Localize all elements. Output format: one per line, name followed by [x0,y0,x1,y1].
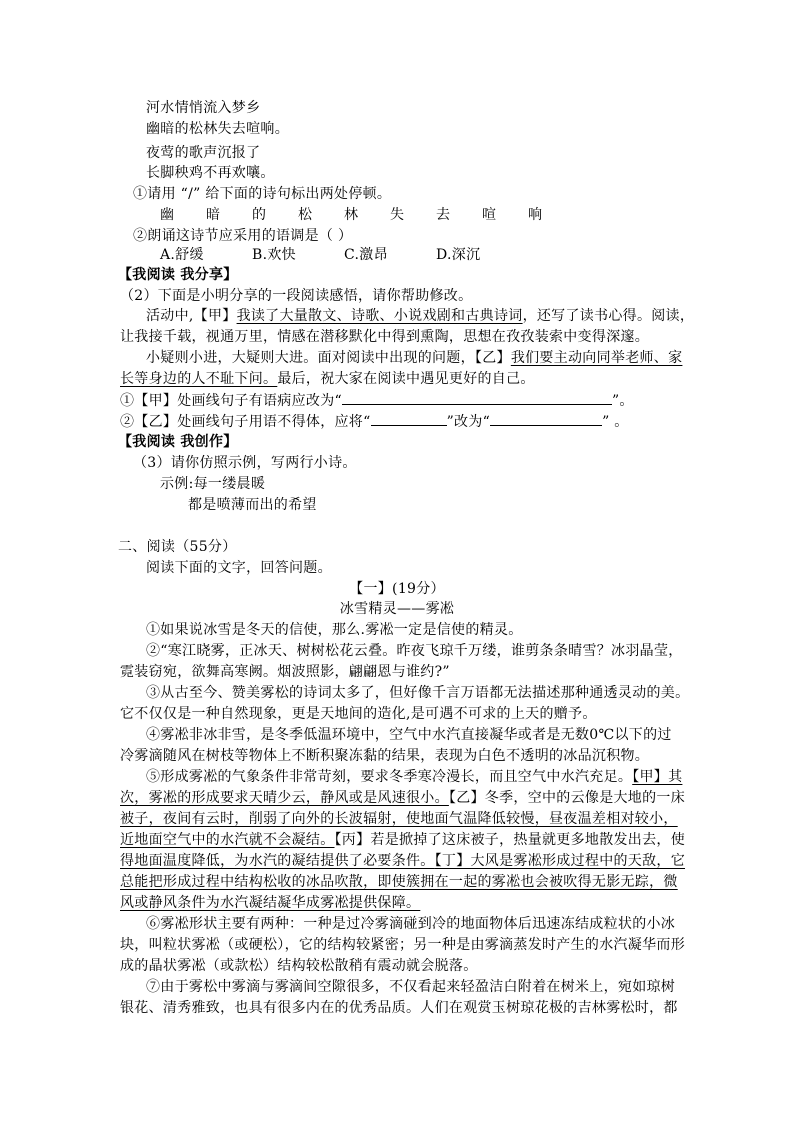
q2-para2-line1 [146,348,682,368]
article-para-6-line3: 成的晶状雾凇（或款松）结构较松散稍有震动就会脱落。 [120,958,478,974]
q3-prompt: （3）请你仿照示例，写两行小诗。 [133,455,357,471]
article-para-4-line2: 冷雾滴随风在树枝等物体上不断积聚冻黏的结果，表现为白色不透明的冰品沉积物。 [120,748,650,764]
verse-to-mark [160,205,574,225]
article-para-5-line6: 总能把形成过程中结构松收的冰品吹散，即使簇拥在一起的雾凇也会被吹得无影无踪，微 [120,874,678,890]
article-para-5-line5 [120,851,685,871]
option-d: D.深沉 [436,247,481,263]
poem-line-3: 夜莺的歌声沉报了 [146,145,261,161]
verse-char: 幽 [160,207,175,223]
section-title: 【一】(19分） [349,581,445,597]
article-para-7-line2: 银花、清秀雅致，也具有很多内在的优秀品质。人们在观赏玉树琼花极的吉林雾松时，都 [120,1000,678,1016]
q3-example-line2: 都是喷薄而出的希望 [188,497,317,513]
option-b: B.欢快 [252,247,296,263]
underlined-sentence-yi-cont: 长等身边的人不耻下问。 [120,371,278,387]
article-para-5-line1 [146,767,682,787]
poem-line-4: 长脚秧鸡不再欢嚷。 [146,165,275,181]
text-span: ” 。 [602,414,629,430]
article-para-2-line2: 霓装窃宛，欲舞高寒阙。烟波照影，翩翩恩与谁约?” [120,664,450,680]
q2-sub1 [120,390,634,411]
text-span: 最后，祝大家在阅读中遇见更好的自己。 [277,371,535,387]
text-span: ”。 [611,393,634,409]
q2-prompt: （2）下面是小明分享的一段阅读感悟，请你帮助修改。 [120,288,473,304]
answer-blank[interactable] [342,390,612,405]
q2-para2-line2 [120,369,535,389]
underlined-span: 【丁】大风是雾凇形成过程中的天敌，它 [434,853,686,869]
article-para-6-line1: ⑥雾凇形状主要有两种：一种是过冷雾滴碰到冷的地面物体后迅速冻结成粒状的小冰 [146,916,676,932]
part2-instruction: 阅读下面的文字，回答问题。 [146,560,332,576]
poem-line-1: 河水情悄流入梦乡 [146,100,261,116]
article-para-6-line2: 块，叫粒状雾凇（或硬松），它的结构较紧密；另一种是由雾滴蒸发时产生的水汽凝华而形 [120,937,685,953]
verse-char: 的 [252,207,267,223]
article-para-1: ①如果说冰雪是冬天的信使，那么.雾凇一定是信使的精灵。 [146,622,523,638]
text-span: ，还写了读书心得。阅读， [522,308,695,324]
part2-heading: 二、阅读（55分） [118,539,237,555]
q1-part1-prompt: ①请用 “/” 给下面的诗句标出两处停顿。 [133,186,392,202]
underlined-span: 得地面温度降低，为水汽的凝结提供了必要条件。 [120,853,435,869]
q2-sub2 [120,411,629,432]
poem-line-2: 幽暗的松林失去喧响。 [146,121,289,137]
text-span: ②【乙】处画线句子用语不得体，应将“ [120,414,371,430]
verse-char: 喧 [482,207,497,223]
option-a: A.舒缓 [160,247,204,263]
answer-blank[interactable] [490,411,602,426]
underlined-sentence-yi: 我们要主动向同举老师、家 [510,350,683,366]
article-para-5-line7: 风或静风条件为水汽凝结凝华成雾凇提供保障。 [120,895,421,911]
answer-blank[interactable] [371,411,447,426]
article-title: 冰雪精灵——雾凇 [339,601,455,617]
article-para-5-line2 [120,788,685,808]
underlined-span: 【甲】其 [632,769,683,785]
text-span: ”改为“ [446,414,491,430]
verse-char: 松 [298,207,313,223]
q1-part2-prompt: ②朗诵这诗节应采用的语调是（ ） [133,228,353,244]
verse-char: 去 [436,207,451,223]
text-span: 【乙】冬季，空中的云像是大地的一床 [448,790,686,806]
article-para-2-line1: ②“寒江晓雾，正冰天、树树松花云叠。昨夜飞琼千万缕，谁剪条条晴雪？冰羽晶莹， [146,643,683,659]
q2-para1-line1 [146,306,694,326]
article-para-4-line1: ④雾凇非冰非雪，是冬季低温环境中，空气中水汽直接凝华或者是无数0℃以下的过 [146,727,672,743]
underlined-span: 次，雾凇的形成要求天晴少云，静风或是风速很小。 [120,790,449,806]
text-span: 【丙】若是掀掉了这床被子，热量就更多地散发出去，使 [334,832,685,848]
text-span: 活动中,【甲】 [146,308,237,324]
article-para-5-line4 [120,830,685,850]
verse-char: 失 [390,207,405,223]
article-para-5-line3: 被子，夜间有云时，削弱了向外的长波辐射，使地面气温降低较慢，昼夜温差相对较小， [120,811,678,827]
option-c: C.激昂 [344,247,388,263]
text-span: ⑤形成雾凇的气象条件非常苛刻，要求冬季寒冷漫长，而且空气中水汽充足。 [146,769,633,785]
q1-options [160,245,528,265]
section-read-create: 【我阅读 我创作】 [118,434,238,450]
article-para-3-line1: ③从古至今、赞美雾松的诗词太多了，但好像千言万语都无法描述那种通透灵动的美。 [146,685,690,701]
verse-char: 暗 [206,207,221,223]
underlined-sentence-jia: 我读了大量散文、诗歌、小说戏剧和古典诗词 [236,308,523,324]
verse-char: 林 [344,207,359,223]
underlined-span: 近地面空气中的水汽就不会凝结。 [120,832,335,848]
text-span: 小疑则小进，大疑则大进。面对阅读中出现的问题，【乙】 [146,350,511,366]
text-span: ①【甲】处画线句子有语病应改为“ [120,393,342,409]
section-read-share: 【我阅读 我分享】 [118,267,238,283]
article-para-3-line2: 它不仅仅是一种自然现象，更是天地间的造化,是可遇不可求的上天的赠予。 [120,706,597,722]
verse-char: 响 [528,207,543,223]
q2-para1-line2: 让我接千载，视通万里，情感在潜移默化中得到熏陶，思想在孜孜装索中变得深邃。 [120,329,650,345]
q3-example-line1: 示例:每一缕晨暖 [160,476,266,492]
article-para-7-line1: ⑦由于雾松中雾滴与雾滴间空隙很多，不仅看起来轻盈洁白附着在树米上，宛如琼树 [146,979,676,995]
